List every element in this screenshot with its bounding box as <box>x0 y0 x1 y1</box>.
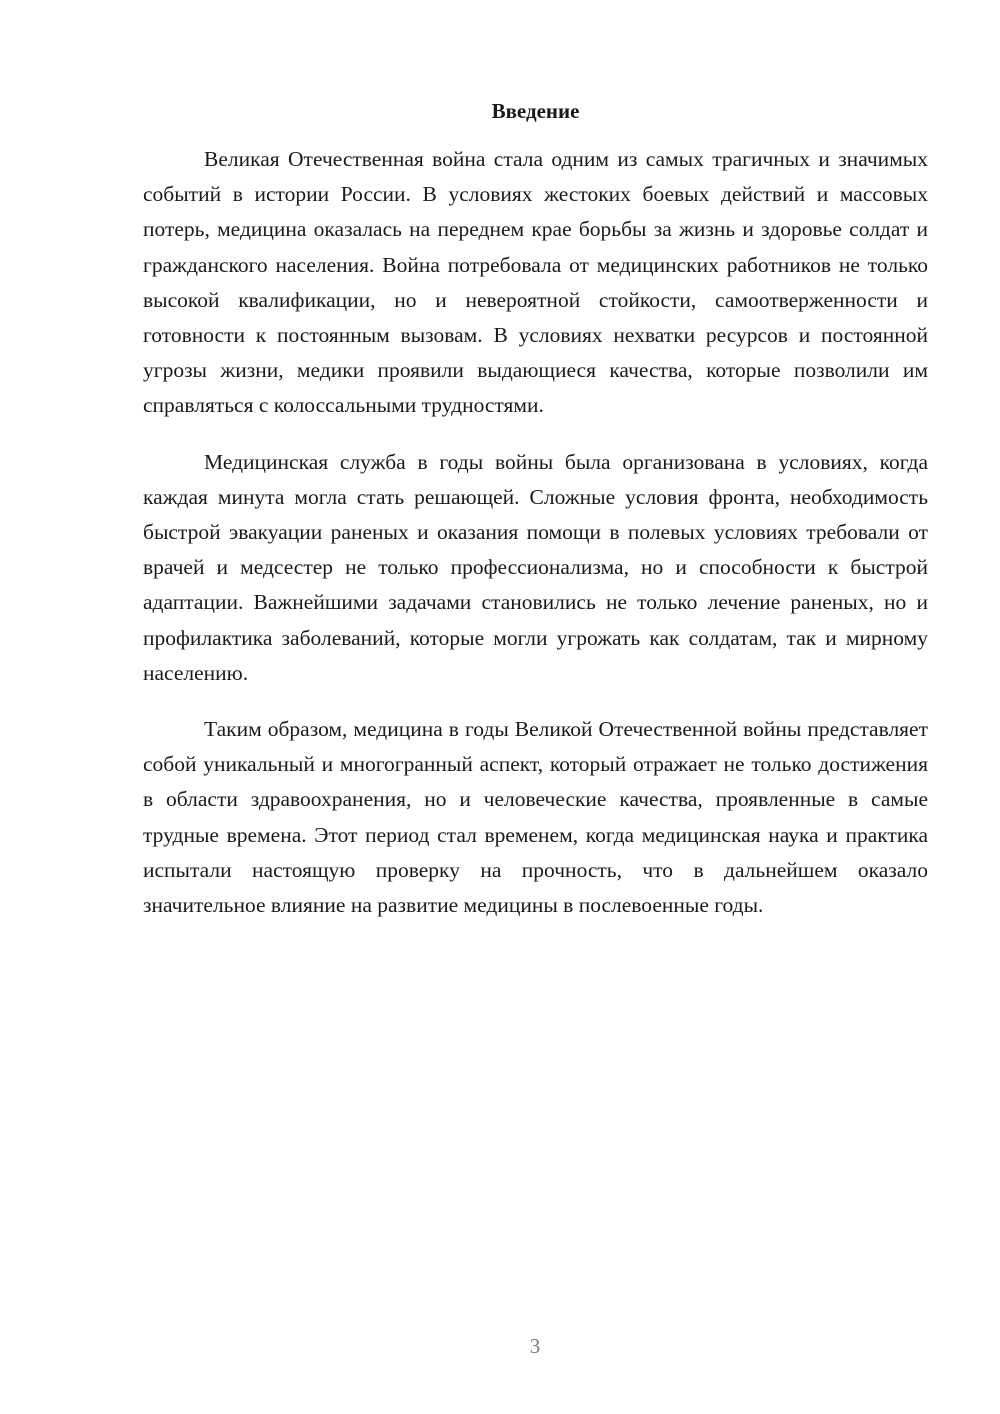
paragraph-3: Таким образом, медицина в годы Великой Отечественной войны представляет собой уникальный и многогранный аспект, который отражает не только достижения в области здравоохранения, но и человеческие качества, проявленные в самые трудные времена. Этот период стал временем, когда медицинская наука и практика испытали настоящую проверку на прочность, что в дальнейшем оказало значительное влияние на развитие медицины в послевоенные годы. <box>143 717 928 918</box>
section-title: Введение <box>491 99 580 123</box>
page-number: 3 <box>529 1334 541 1358</box>
paragraph-1: Великая Отечественная война стала одним из самых трагичных и значимых событий в истории России. В условиях жестоких боевых действий и массовых потерь, медицина оказалась на переднем крае борьбы за жизнь и здоровье солдат и гражданского населения. Война потребовала от медицинских работников не только высокой квалификации, но и невероятной стойкости, самоотверженности и готовности к постоянным вызовам. В условиях нехватки ресурсов и постоянной угрозы жизни, медики проявили выдающиеся качества, которые позволили им справляться с колоссальными трудностями. <box>143 147 928 418</box>
paragraph-2: Медицинская служба в годы войны была организована в условиях, когда каждая минута могла стать решающей. Сложные условия фронта, необходимость быстрой эвакуации раненых и оказания помощи в полевых условиях требовали от врачей и медсестер не только профессионализма, но и способности к быстрой адаптации. Важнейшими задачами становились не только лечение раненых, но и профилактика заболеваний, которые могли угрожать как солдатам, так и мирному населению. <box>143 449 928 685</box>
document-body <box>143 142 928 944</box>
